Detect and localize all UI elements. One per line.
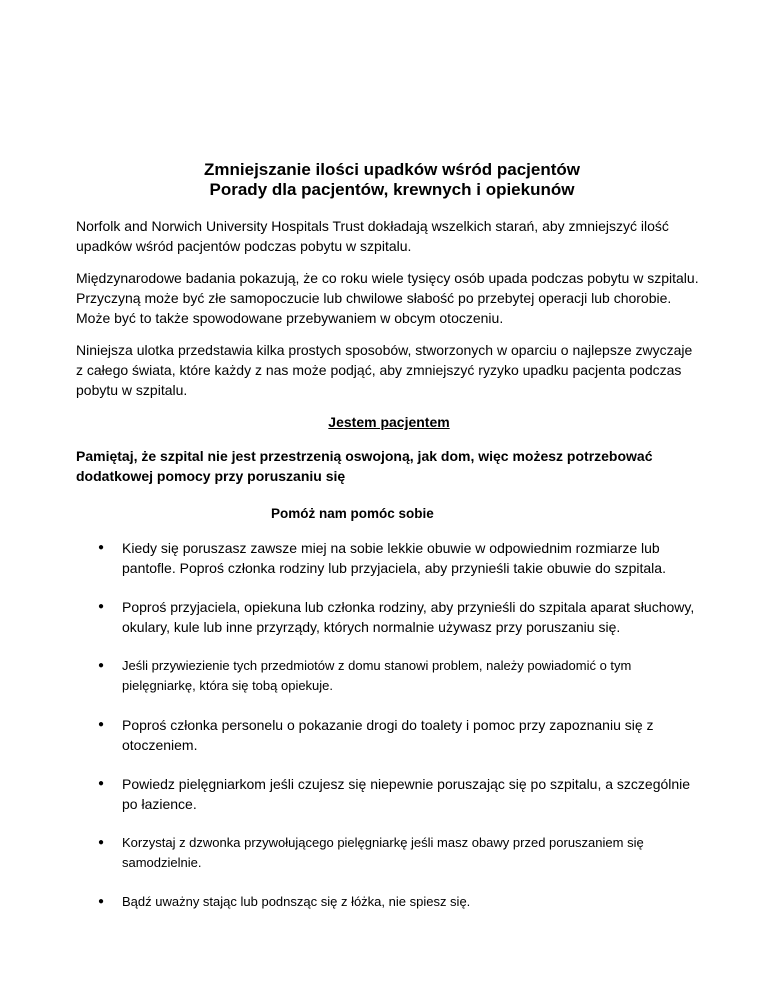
- list-item-text: Kiedy się poruszasz zawsze miej na sobie lekkie obuwie w odpowiednim rozmiarze lub pantofle. Poproś członka rodziny lub przyjaciela, aby przynieśli takie obuwie do szpitala.: [122, 540, 666, 576]
- list-item-text: Jeśli przywiezienie tych przedmiotów z domu stanowi problem, należy powiadomić o tym pielęgniarkę, która się tobą opiekuje.: [122, 658, 632, 693]
- bullet-icon: ●: [98, 719, 105, 730]
- section-heading: Jestem pacjentem: [328, 414, 450, 430]
- bullet-icon: ●: [98, 660, 105, 671]
- subheading: Pomóż nam pomóc sobie: [271, 506, 434, 521]
- list-item-text: Poproś przyjaciela, opiekuna lub członka rodziny, aby przynieśli do szpitala aparat słuchowy, okulary, kule lub inne przyrządy, których normalnie używasz przy poruszaniu się.: [122, 599, 695, 635]
- list-item: [76, 892, 702, 912]
- bullet-icon: ●: [98, 837, 105, 848]
- list-item: [76, 538, 702, 578]
- bullet-list: [76, 538, 702, 912]
- list-item-text: Poproś członka personelu o pokazanie drogi do toalety i pomoc przy zapoznaniu się z otoczeniem.: [122, 717, 654, 753]
- document-title: [76, 160, 702, 200]
- intro-paragraph-2: Międzynarodowe badania pokazują, że co roku wiele tysięcy osób upada podczas pobytu w szpitalu. Przyczyną może być złe samopoczucie lub chwilowe słabość po przebytej operacji lub chorobie. Może być to także spowodowane przebywaniem w obcym otoczeniu.: [76, 270, 699, 326]
- list-item: [76, 774, 702, 814]
- bullet-icon: ●: [98, 601, 105, 612]
- list-item: [76, 597, 702, 637]
- list-item: [76, 833, 702, 873]
- list-item: [76, 656, 702, 696]
- list-item-text: Bądź uważny stając lub podnsząc się z łóżka, nie spiesz się.: [122, 894, 471, 909]
- bullet-icon: ●: [98, 542, 105, 553]
- bullet-icon: ●: [98, 778, 105, 789]
- bold-note: Pamiętaj, że szpital nie jest przestrzenią oswojoną, jak dom, więc możesz potrzebować dodatkowej pomocy przy poruszaniu się: [76, 448, 653, 484]
- title-line-1: Zmniejszanie ilości upadków wśród pacjentów: [204, 160, 580, 179]
- intro-paragraph-3: Niniejsza ulotka przedstawia kilka prostych sposobów, stworzonych w oparciu o najlepsze zwyczaje z całego świata, które każdy z nas może podjąć, aby zmniejszyć ryzyko upadku pacjenta podczas pobytu w szpitalu.: [76, 342, 693, 398]
- list-item-text: Korzystaj z dzwonka przywołującego pielęgniarkę jeśli masz obawy przed poruszaniem się samodzielnie.: [122, 835, 644, 870]
- list-item: [76, 715, 702, 755]
- list-item-text: Powiedz pielęgniarkom jeśli czujesz się niepewnie poruszając się po szpitalu, a szczególnie po łazience.: [122, 776, 691, 812]
- title-line-2: Porady dla pacjentów, krewnych i opiekunów: [209, 180, 575, 199]
- bullet-icon: ●: [98, 896, 105, 907]
- intro-paragraph-1: Norfolk and Norwich University Hospitals Trust dokładają wszelkich starań, aby zmniejszyć ilość upadków wśród pacjentów podczas pobytu w szpitalu.: [76, 218, 669, 254]
